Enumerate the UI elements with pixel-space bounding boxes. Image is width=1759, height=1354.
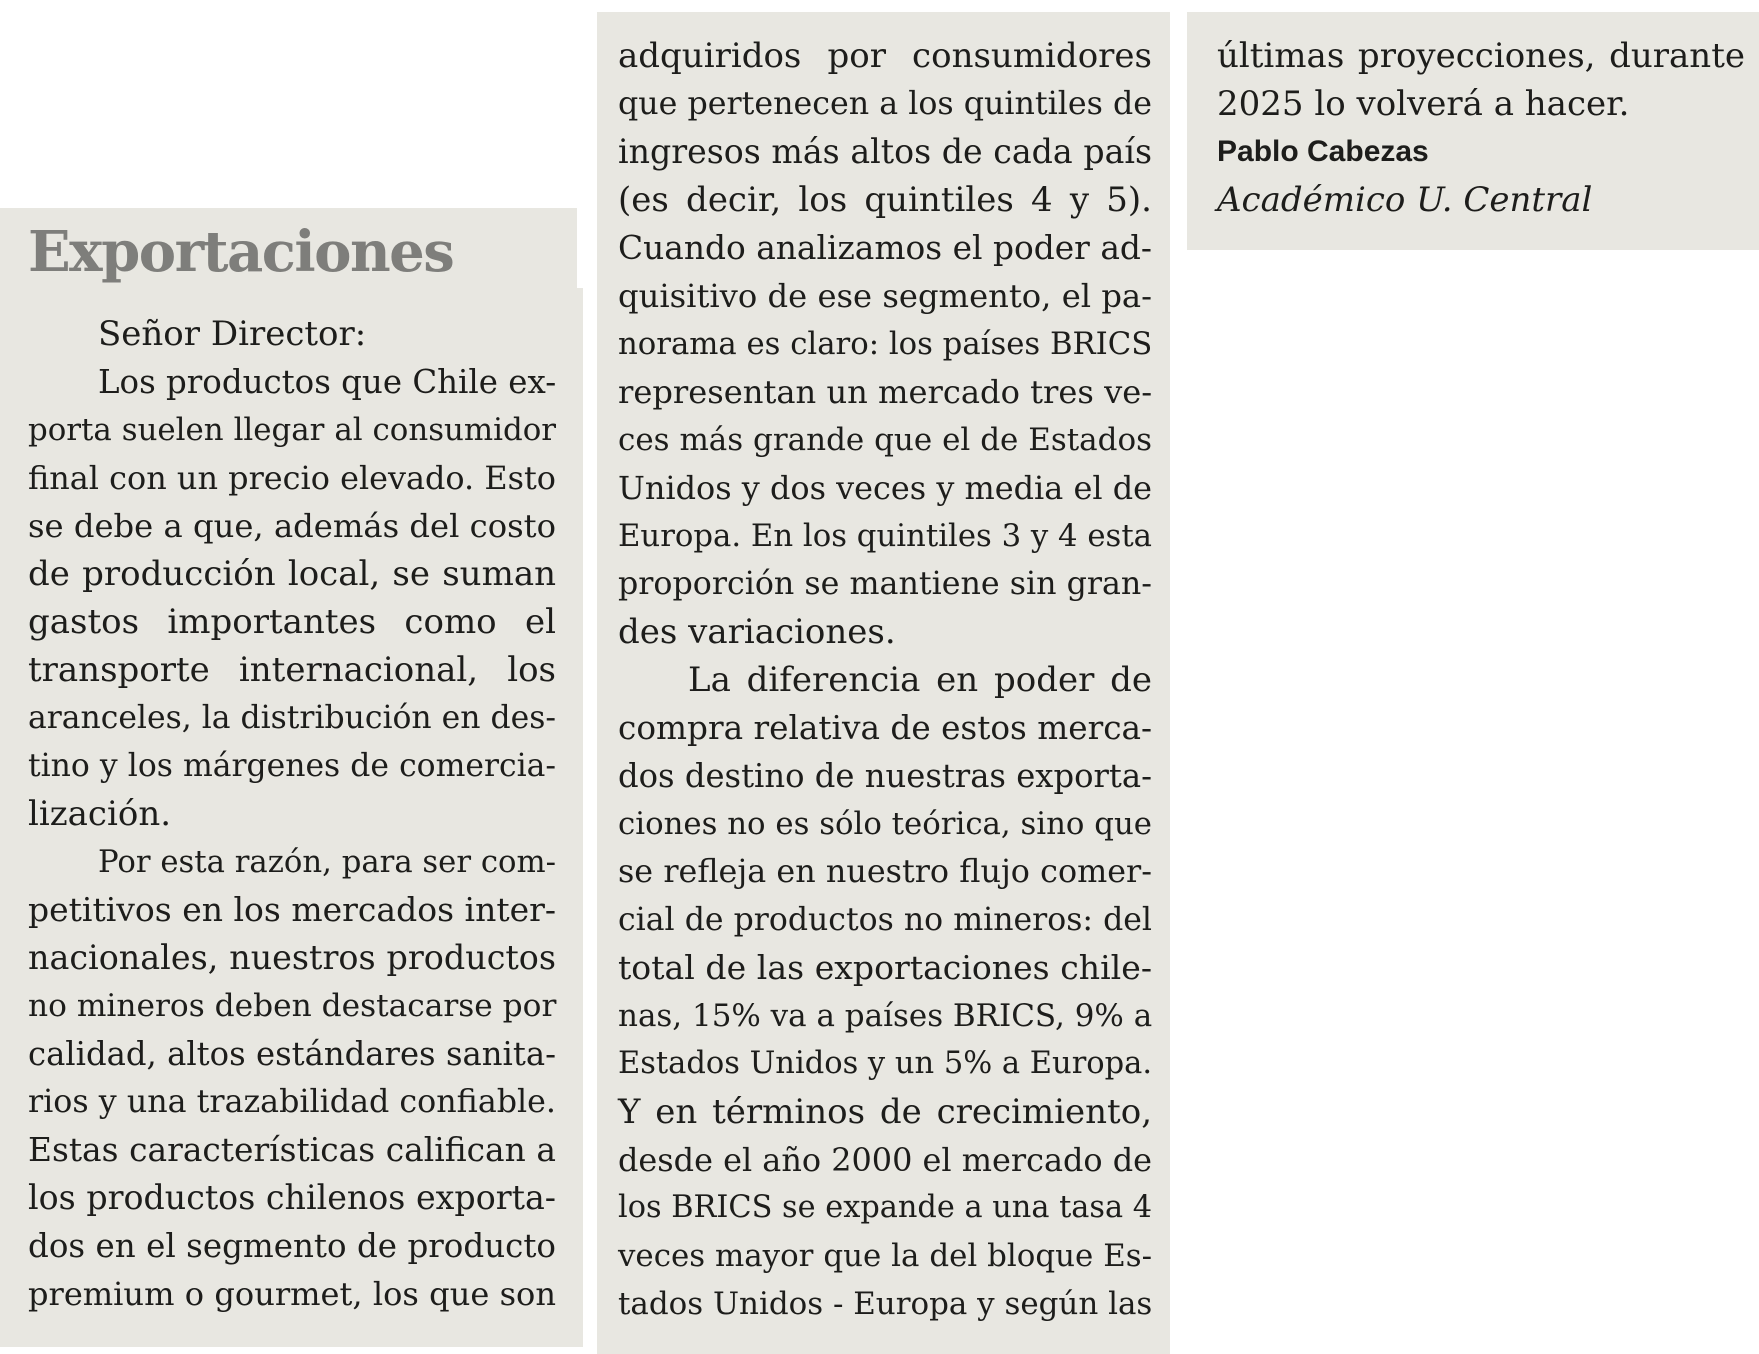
text-line: Por esta razón, para ser com-: [98, 844, 556, 880]
letter-title: Exportaciones: [28, 219, 454, 285]
text-line: Europa. En los quintiles 3 y 4 esta: [618, 518, 1152, 554]
text-line: ingresos más altos de cada país: [618, 132, 1152, 171]
text-line: tados Unidos - Europa y según las: [618, 1286, 1153, 1322]
text-line: de producción local, se suman: [28, 554, 556, 594]
text-line: transporte internacional, los: [28, 650, 556, 690]
text-line: se debe a que, además del costo: [28, 507, 556, 545]
text-line: aranceles, la distribución en des-: [28, 700, 556, 736]
text-line: petitivos en los mercados inter-: [28, 890, 557, 929]
letter-column-3: [1217, 32, 1745, 224]
text-line: final con un precio elevado. Esto: [28, 459, 556, 497]
text-line: se refleja en nuestro flujo comer-: [618, 853, 1152, 890]
text-line: Y en términos de crecimiento,: [618, 1092, 1152, 1132]
text-line: La diferencia en poder de: [688, 660, 1152, 700]
text-line: quisitivo de ese segmento, el pa-: [618, 277, 1152, 315]
letter-column-2: [618, 32, 1152, 1328]
text-line: los BRICS se expande a una tasa 4: [618, 1190, 1153, 1225]
text-line: que pertenecen a los quintiles de: [618, 86, 1152, 122]
text-line: gastos importantes como el: [28, 602, 556, 642]
letter-column-1: [28, 310, 556, 1318]
text-line: nacionales, nuestros productos: [28, 938, 556, 977]
text-line: porta suelen llegar al consumidor: [28, 412, 556, 448]
text-line: des variaciones.: [618, 612, 896, 652]
text-line: adquiridos por consumidores: [618, 36, 1152, 76]
text-line: lización.: [28, 794, 172, 834]
text-line: total de las exportaciones chile-: [618, 948, 1152, 987]
text-line: Los productos que Chile ex-: [98, 363, 557, 401]
text-line: (es decir, los quintiles 4 y 5).: [618, 180, 1152, 220]
text-line: últimas proyecciones, durante: [1217, 36, 1745, 76]
text-line: rios y una trazabilidad confiable.: [28, 1084, 556, 1120]
salutation: Señor Director:: [98, 314, 367, 354]
text-line: veces mayor que la del bloque Es-: [618, 1238, 1152, 1274]
text-line: norama es claro: los países BRICS: [618, 326, 1153, 362]
text-line: Estas características califican a: [28, 1130, 556, 1169]
author-role: Académico U. Central: [1217, 180, 1593, 220]
text-line: no mineros deben destacarse por: [28, 988, 557, 1024]
text-line: dos en el segmento de producto: [28, 1227, 556, 1265]
text-line: premium o gourmet, los que son: [28, 1275, 556, 1313]
text-line: ciones no es sólo teórica, sino que: [618, 806, 1152, 842]
text-line: cial de productos no mineros: del: [618, 902, 1152, 938]
text-line: Unidos y dos veces y media el de: [618, 469, 1152, 507]
text-line: proporción se mantiene sin gran-: [618, 566, 1152, 602]
text-line: Estados Unidos y un 5% a Europa.: [618, 1046, 1153, 1081]
text-line: dos destino de nuestras exporta-: [618, 757, 1152, 795]
text-line: ces más grande que el de Estados: [618, 422, 1152, 458]
text-line: los productos chilenos exporta-: [28, 1178, 556, 1217]
text-line: Cuando analizamos el poder ad-: [618, 229, 1152, 267]
text-line: desde el año 2000 el mercado de: [618, 1141, 1152, 1179]
text-line: tino y los márgenes de comercia-: [28, 748, 556, 784]
text-line: 2025 lo volverá a hacer.: [1217, 84, 1630, 124]
headline-notch: [577, 208, 587, 288]
text-line: nas, 15% va a países BRICS, 9% a: [618, 998, 1153, 1034]
text-line: compra relativa de estos merca-: [618, 709, 1153, 747]
text-line: calidad, altos estándares sanita-: [28, 1035, 556, 1073]
text-line: representan un mercado tres ve-: [618, 373, 1153, 411]
author-name: Pablo Cabezas: [1217, 135, 1429, 168]
